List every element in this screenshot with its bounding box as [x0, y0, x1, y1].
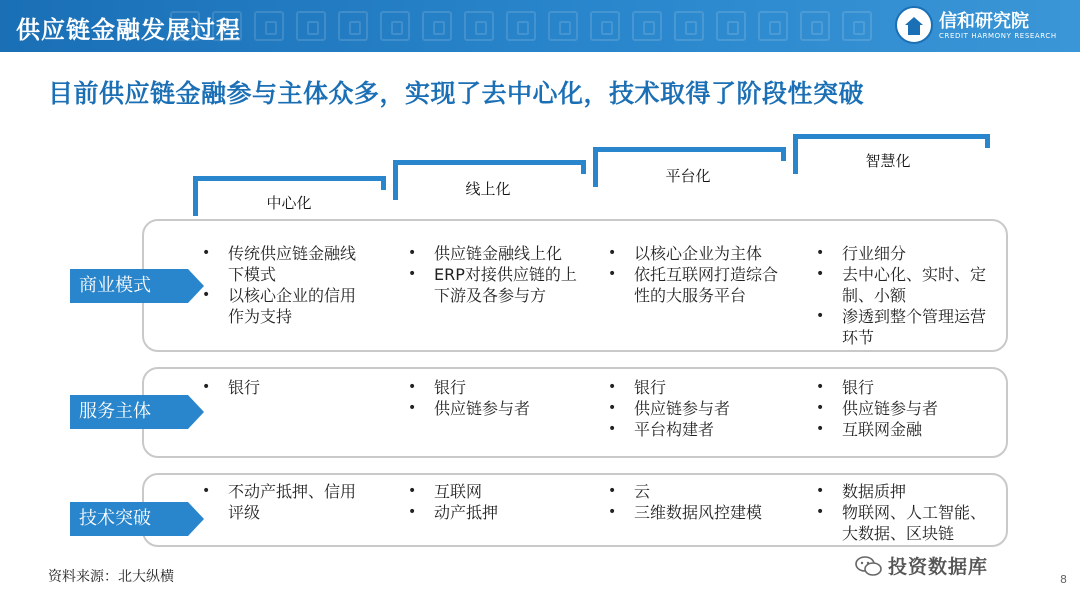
row-label-tech-breakthrough: 技术突破: [70, 502, 188, 536]
list-item: • 银行: [408, 377, 586, 398]
list-item: • ERP对接供应链的上下游及各参与方: [408, 264, 586, 306]
cell-service-providers-1: [202, 377, 362, 398]
list-item: • 数据质押: [816, 481, 1000, 502]
list-item: • 不动产抵押、信用评级: [202, 481, 362, 523]
list-item: • 云: [608, 481, 778, 502]
list-item: • 银行: [202, 377, 362, 398]
cell-tech-breakthrough-4: [816, 481, 1000, 544]
list-item: • 传统供应链金融线下模式: [202, 243, 362, 285]
list-item: • 供应链参与者: [816, 398, 994, 419]
wechat-icon: [854, 555, 884, 577]
list-item: • 动产抵押: [408, 502, 586, 523]
list-item: • 平台构建者: [608, 419, 786, 440]
cell-business-model-4: [816, 243, 994, 348]
logo-seal-icon: [895, 6, 933, 44]
list-item: • 行业细分: [816, 243, 994, 264]
logo-subtitle: CREDIT HARMONY RESEARCH: [939, 32, 1057, 40]
list-item: • 银行: [608, 377, 786, 398]
stage-label-3: 平台化: [665, 167, 711, 185]
logo: [895, 6, 1075, 46]
cell-tech-breakthrough-1: [202, 481, 362, 523]
stage-label-1: 中心化: [266, 194, 312, 212]
cell-business-model-2: [408, 243, 586, 306]
headline: 目前供应链金融参与主体众多，实现了去中心化，技术取得了阶段性突破: [48, 79, 865, 108]
list-item: • 以核心企业为主体: [608, 243, 786, 264]
list-item: • 供应链参与者: [608, 398, 786, 419]
list-item: • 银行: [816, 377, 994, 398]
stage-label-4: 智慧化: [865, 152, 911, 170]
cell-tech-breakthrough-2: [408, 481, 586, 523]
logo-name: 信和研究院: [939, 11, 1029, 32]
watermark: 投资数据库: [888, 556, 989, 578]
source-note: 资料来源：北大纵横: [48, 569, 174, 585]
slide-title: 供应链金融发展过程: [16, 16, 241, 44]
list-item: • 以核心企业的信用作为支持: [202, 285, 362, 327]
cell-service-providers-4: [816, 377, 994, 440]
stage-label-2: 线上化: [465, 180, 511, 198]
cell-service-providers-2: [408, 377, 586, 419]
cell-tech-breakthrough-3: [608, 481, 778, 523]
list-item: • 互联网: [408, 481, 586, 502]
list-item: • 供应链参与者: [408, 398, 586, 419]
row-label-business-model: 商业模式: [70, 269, 188, 303]
list-item: • 三维数据风控建模: [608, 502, 778, 523]
header-band: [0, 0, 1080, 52]
cell-business-model-3: [608, 243, 786, 306]
list-item: • 互联网金融: [816, 419, 994, 440]
list-item: • 去中心化、实时、定制、小额: [816, 264, 994, 306]
list-item: • 渗透到整个管理运营环节: [816, 306, 994, 348]
header-pattern: [170, 5, 900, 47]
cell-service-providers-3: [608, 377, 786, 440]
list-item: • 物联网、人工智能、大数据、区块链: [816, 502, 1000, 544]
row-label-service-providers: 服务主体: [70, 395, 188, 429]
list-item: • 依托互联网打造综合性的大服务平台: [608, 264, 786, 306]
cell-business-model-1: [202, 243, 362, 327]
page-number: 8: [1060, 573, 1067, 586]
list-item: • 供应链金融线上化: [408, 243, 586, 264]
